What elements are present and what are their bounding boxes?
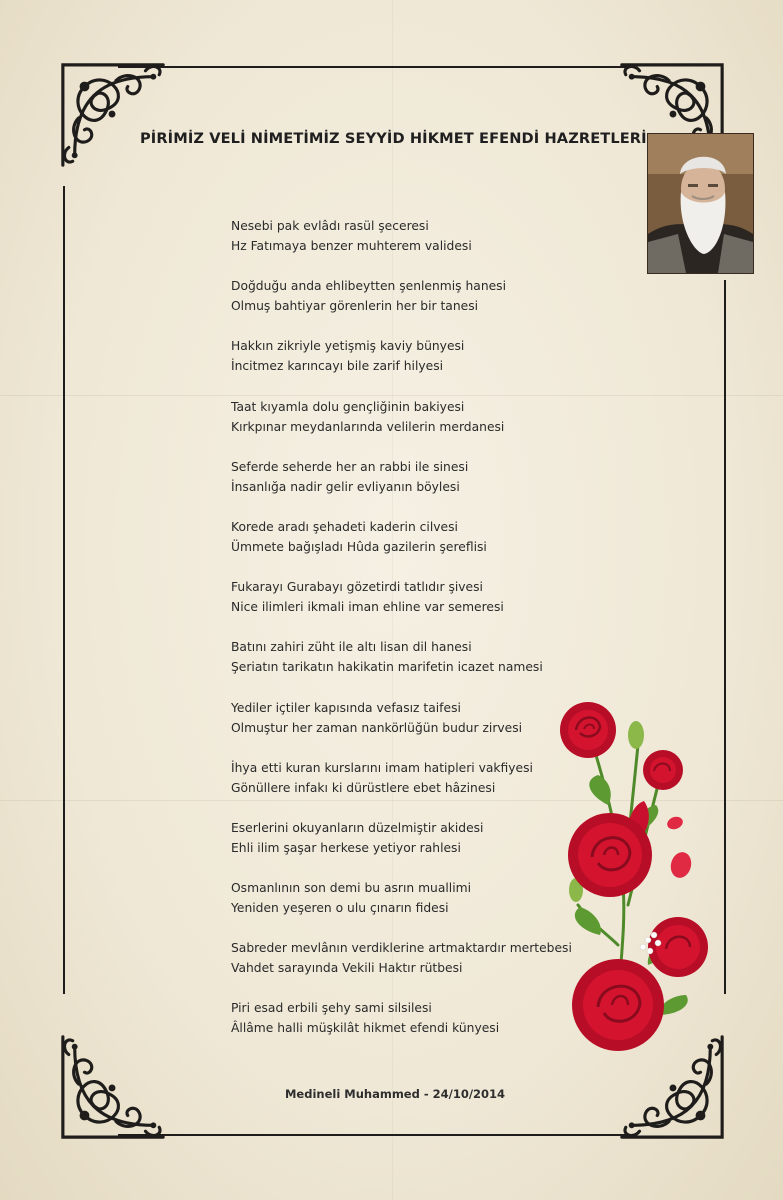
poem-line: İhya etti kuran kurslarını imam hatipleri vakfiyesi bbox=[231, 760, 533, 775]
poem-line: İnsanlığa nadir gelir evliyanın böylesi bbox=[231, 479, 460, 494]
poem-stanza bbox=[231, 457, 591, 517]
frame-top-border bbox=[118, 66, 630, 68]
poem-line: Olmuş bahtiyar görenlerin her bir tanesi bbox=[231, 299, 479, 314]
frame-left-border bbox=[63, 186, 65, 994]
ornament-corner-top-left bbox=[55, 57, 173, 175]
poem-stanza bbox=[231, 758, 591, 818]
poem-stanza bbox=[231, 637, 591, 697]
poem-line: Ümmete bağışladı Hûda gazilerin şereflisi bbox=[231, 539, 487, 554]
poem-line: Hakkın zikriyle yetişmiş kaviy bünyesi bbox=[231, 339, 465, 354]
poem-body bbox=[231, 216, 591, 1059]
poem-stanza bbox=[231, 276, 591, 336]
poem-line: Kırkpınar meydanlarında velilerin merdanesi bbox=[231, 419, 505, 434]
poem-stanza bbox=[231, 216, 591, 276]
poem-line: Nesebi pak evlâdı rasül şeceresi bbox=[231, 219, 429, 233]
poem-line: Nice ilimleri ikmali iman ehline var semeresi bbox=[231, 600, 504, 615]
poem-stanza bbox=[231, 517, 591, 577]
poem-stanza bbox=[231, 577, 591, 637]
poem-line: Olmuştur her zaman nankörlüğün budur zirvesi bbox=[231, 720, 523, 735]
poem-line: Doğduğu anda ehlibeytten şenlenmiş hanesi bbox=[231, 279, 506, 294]
poem-line: Gönüllere infakı ki dürüstlere ebet hâzinesi bbox=[231, 780, 496, 795]
ornament-corner-bottom-left bbox=[55, 1027, 173, 1145]
frame-right-border bbox=[724, 280, 726, 994]
poem-stanza bbox=[231, 938, 591, 998]
poem-line: Korede aradı şehadeti kaderin cilvesi bbox=[231, 519, 458, 534]
poem-stanza bbox=[231, 878, 591, 938]
poem-stanza bbox=[231, 336, 591, 396]
poem-line: Ehli ilim şaşar herkese yetiyor rahlesi bbox=[231, 840, 461, 855]
poem-line: Taat kıyamla dolu gençliğinin bakiyesi bbox=[231, 399, 465, 414]
poem-stanza bbox=[231, 397, 591, 457]
poem-line: Batını zahiri züht ile altı lisan dil hanesi bbox=[231, 640, 472, 655]
poem-line: Sabreder mevlânın verdiklerine artmaktardır mertebesi bbox=[231, 941, 572, 956]
poem-line: Eserlerini okuyanların düzelmiştir akidesi bbox=[231, 820, 484, 835]
poem-line: İncitmez karıncayı bile zarif hilyesi bbox=[231, 359, 444, 374]
frame-bottom-border bbox=[118, 1134, 630, 1136]
poem-line: Yeniden yeşeren o ulu çınarın fidesi bbox=[231, 901, 449, 916]
poem-stanza bbox=[231, 698, 591, 758]
poem-line: Fukarayı Gurabayı gözetirdi tatlıdır şivesi bbox=[231, 580, 483, 595]
poem-stanza bbox=[231, 998, 591, 1058]
poem-line: Vahdet sarayında Vekili Haktır rütbesi bbox=[231, 961, 463, 976]
red-roses-illustration bbox=[548, 685, 723, 1085]
poem-line: Yediler içtiler kapısında vefasız taifesi bbox=[231, 700, 461, 715]
page-title: PİRİMİZ VELİ NİMETİMİZ SEYYİD HİKMET EFENDİ HAZRETLERİ bbox=[140, 130, 647, 147]
poem-line: Seferde seherde her an rabbi ile sinesi bbox=[231, 459, 469, 474]
poem-line: Piri esad erbili şehy sami silsilesi bbox=[231, 1001, 432, 1016]
poem-line: Şeriatın tarikatın hakikatin marifetin icazet namesi bbox=[231, 660, 543, 675]
signature: Medineli Muhammed - 24/10/2014 bbox=[284, 1087, 506, 1101]
poem-line: Hz Fatımaya benzer muhterem validesi bbox=[231, 239, 472, 253]
poem-line: Osmanlının son demi bu asrın muallimi bbox=[231, 881, 472, 896]
poem-line: Âllâme halli müşkilât hikmet efendi künyesi bbox=[231, 1021, 500, 1036]
poem-stanza bbox=[231, 818, 591, 878]
portrait-photo bbox=[647, 133, 754, 274]
